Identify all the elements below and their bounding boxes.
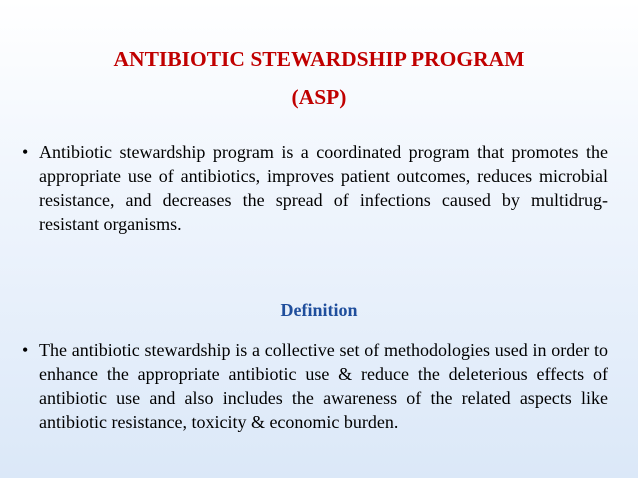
section-heading-definition: Definition	[280, 300, 358, 320]
bullet-text-description: Antibiotic stewardship program is a coordinated program that promotes the appropriate use of antibiotics, improves patient outcomes, reduces microbial resistance, and decreases the spread of infections caused by multidrug-resistant organisms.	[39, 142, 608, 234]
bullet-item-definition	[22, 338, 608, 434]
bullet-dot-icon: •	[22, 142, 29, 162]
title-line-1: ANTIBIOTIC STEWARDSHIP PROGRAM	[113, 47, 525, 71]
bullet-text-definition: The antibiotic stewardship is a collective set of methodologies used in order to enhance the appropriate antibiotic use & reduce the deleterious effects of antibiotic use and also includes the awareness of the related aspects like antibiotic resistance, toxicity & economic burden.	[39, 340, 608, 432]
title-line-2: (ASP)	[291, 85, 347, 109]
bullet-item-description	[22, 140, 608, 236]
bullet-dot-icon: •	[22, 340, 29, 360]
slide-title	[0, 40, 638, 116]
